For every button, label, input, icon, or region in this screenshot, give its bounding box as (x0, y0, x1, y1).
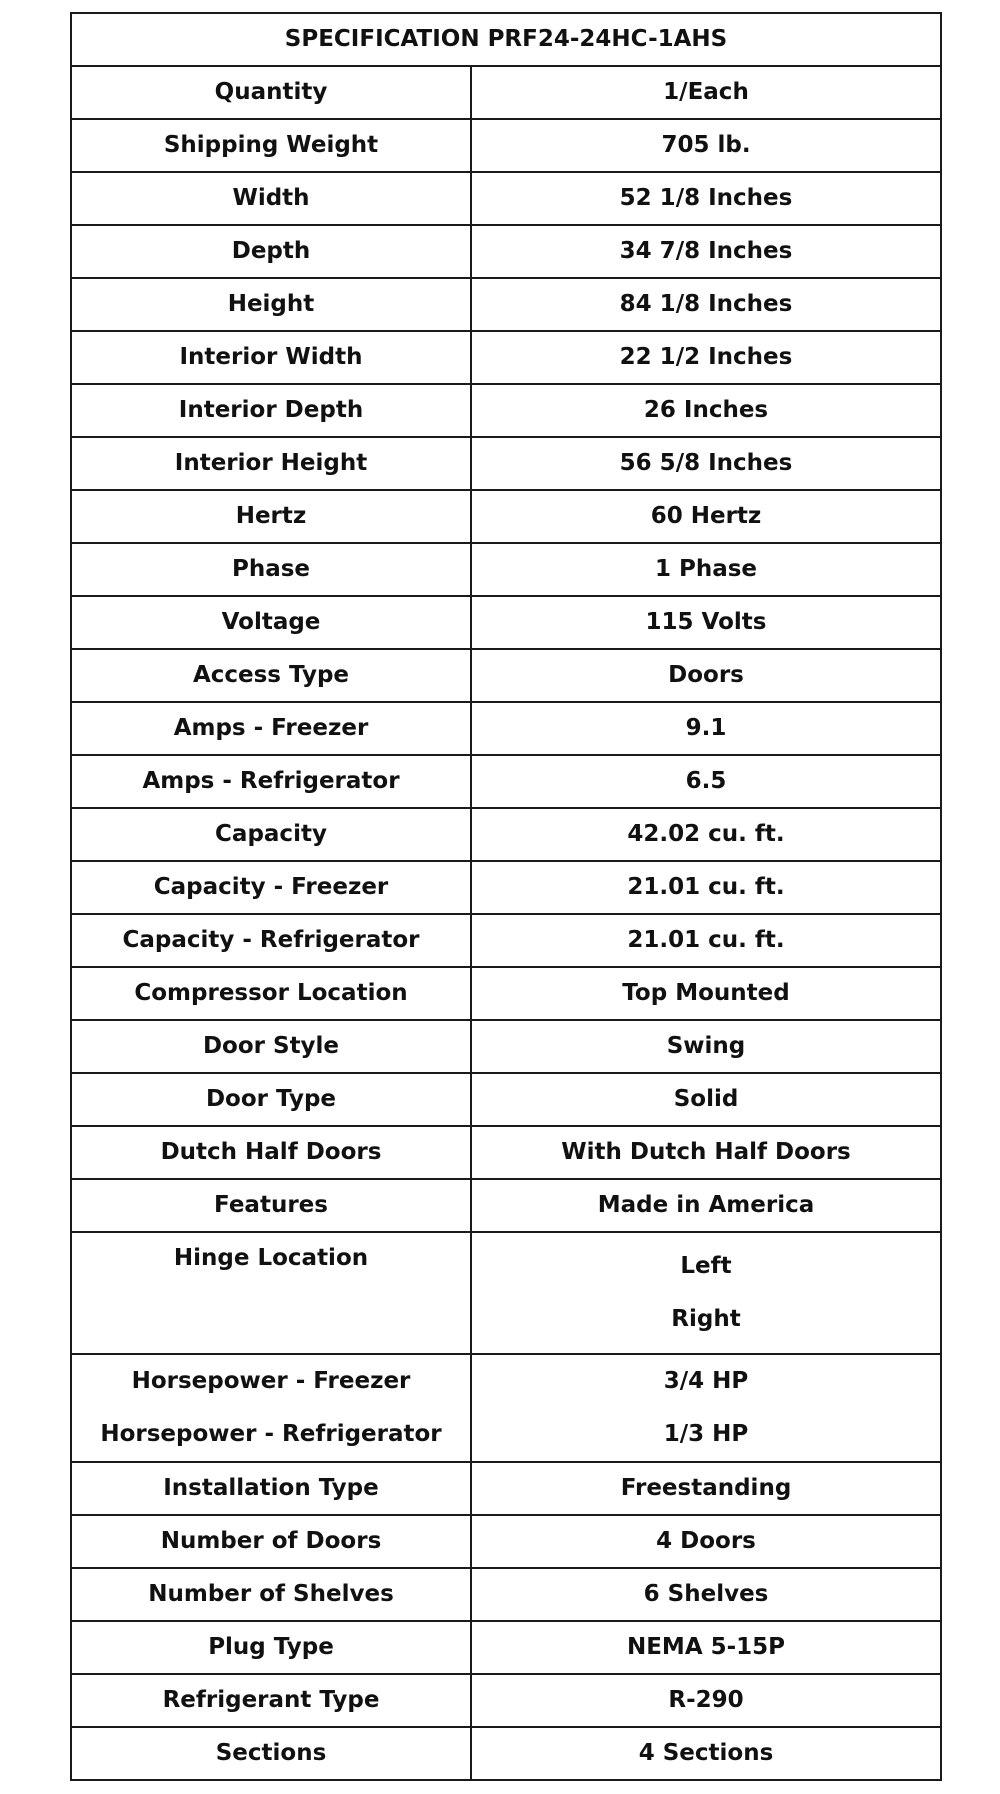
row-value: 6 Shelves (471, 1568, 941, 1621)
row-value: NEMA 5-15P (471, 1621, 941, 1674)
row-label: Access Type (71, 649, 471, 702)
row-value: Top Mounted (471, 967, 941, 1020)
row-value: 42.02 cu. ft. (471, 808, 941, 861)
table-body (71, 66, 941, 1780)
table-row (71, 808, 941, 861)
row-value: 22 1/2 Inches (471, 331, 941, 384)
horsepower-refrigerator-label: Horsepower - Refrigerator (100, 1421, 442, 1447)
table-row (71, 1515, 941, 1568)
row-label: Capacity (71, 808, 471, 861)
row-value: Freestanding (471, 1462, 941, 1515)
row-value: Swing (471, 1020, 941, 1073)
table-row (71, 967, 941, 1020)
table-title-row (71, 13, 941, 66)
table-row (71, 1674, 941, 1727)
row-label: Hertz (71, 490, 471, 543)
horsepower-refrigerator-value: 1/3 HP (663, 1421, 749, 1447)
row-value: 4 Doors (471, 1515, 941, 1568)
row-label (71, 1232, 471, 1354)
row-label: Amps - Refrigerator (71, 755, 471, 808)
table-row (71, 861, 941, 914)
row-label: Quantity (71, 66, 471, 119)
table-row (71, 437, 941, 490)
row-value: R-290 (471, 1674, 941, 1727)
table-row (71, 755, 941, 808)
row-value: 21.01 cu. ft. (471, 914, 941, 967)
row-label: Width (71, 172, 471, 225)
row-label: Number of Shelves (71, 1568, 471, 1621)
row-value (471, 1354, 941, 1462)
hinge-label: Hinge Location (173, 1245, 369, 1271)
table-row-hinge (71, 1232, 941, 1354)
row-label: Door Type (71, 1073, 471, 1126)
row-label: Voltage (71, 596, 471, 649)
table-title: SPECIFICATION PRF24-24HC-1AHS (71, 13, 941, 66)
row-label: Sections (71, 1727, 471, 1780)
row-value: Made in America (471, 1179, 941, 1232)
row-value: 52 1/8 Inches (471, 172, 941, 225)
horsepower-freezer-value: 3/4 HP (663, 1368, 749, 1394)
row-value: 34 7/8 Inches (471, 225, 941, 278)
specification-table (70, 12, 942, 1781)
table-row (71, 384, 941, 437)
row-value: 115 Volts (471, 596, 941, 649)
row-value: 705 lb. (471, 119, 941, 172)
row-label: Capacity - Freezer (71, 861, 471, 914)
table-row (71, 596, 941, 649)
row-label: Height (71, 278, 471, 331)
row-value: 6.5 (471, 755, 941, 808)
table-row (71, 543, 941, 596)
table-row (71, 1462, 941, 1515)
row-value: 4 Sections (471, 1727, 941, 1780)
table-row (71, 914, 941, 967)
table-row (71, 702, 941, 755)
row-value: 1 Phase (471, 543, 941, 596)
table-row (71, 1621, 941, 1674)
row-label: Number of Doors (71, 1515, 471, 1568)
row-value: Solid (471, 1073, 941, 1126)
table-row (71, 490, 941, 543)
row-value (471, 1232, 941, 1354)
row-value: With Dutch Half Doors (471, 1126, 941, 1179)
row-label: Compressor Location (71, 967, 471, 1020)
table-row (71, 1179, 941, 1232)
row-value: 84 1/8 Inches (471, 278, 941, 331)
row-label: Dutch Half Doors (71, 1126, 471, 1179)
row-value: 21.01 cu. ft. (471, 861, 941, 914)
row-value: Doors (471, 649, 941, 702)
row-label: Interior Depth (71, 384, 471, 437)
row-label: Plug Type (71, 1621, 471, 1674)
row-label: Installation Type (71, 1462, 471, 1515)
table-row (71, 1727, 941, 1780)
table-row (71, 119, 941, 172)
row-value: 9.1 (471, 702, 941, 755)
row-label: Depth (71, 225, 471, 278)
row-label (71, 1354, 471, 1462)
row-label: Interior Width (71, 331, 471, 384)
table-row (71, 649, 941, 702)
horsepower-freezer-label: Horsepower - Freezer (131, 1368, 411, 1394)
hinge-value-left: Left (680, 1253, 732, 1279)
row-label: Interior Height (71, 437, 471, 490)
row-label: Shipping Weight (71, 119, 471, 172)
table-row (71, 1568, 941, 1621)
row-label: Refrigerant Type (71, 1674, 471, 1727)
row-label: Door Style (71, 1020, 471, 1073)
table-row (71, 278, 941, 331)
row-value: 60 Hertz (471, 490, 941, 543)
table-row (71, 1126, 941, 1179)
table-row-horsepower (71, 1354, 941, 1462)
row-label: Features (71, 1179, 471, 1232)
table-row (71, 1073, 941, 1126)
row-label: Amps - Freezer (71, 702, 471, 755)
row-label: Phase (71, 543, 471, 596)
table-row (71, 1020, 941, 1073)
row-value: 1/Each (471, 66, 941, 119)
table-row (71, 172, 941, 225)
table-row (71, 225, 941, 278)
table-row (71, 331, 941, 384)
row-value: 56 5/8 Inches (471, 437, 941, 490)
hinge-value-right: Right (671, 1306, 741, 1332)
row-label: Capacity - Refrigerator (71, 914, 471, 967)
row-value: 26 Inches (471, 384, 941, 437)
table-row (71, 66, 941, 119)
